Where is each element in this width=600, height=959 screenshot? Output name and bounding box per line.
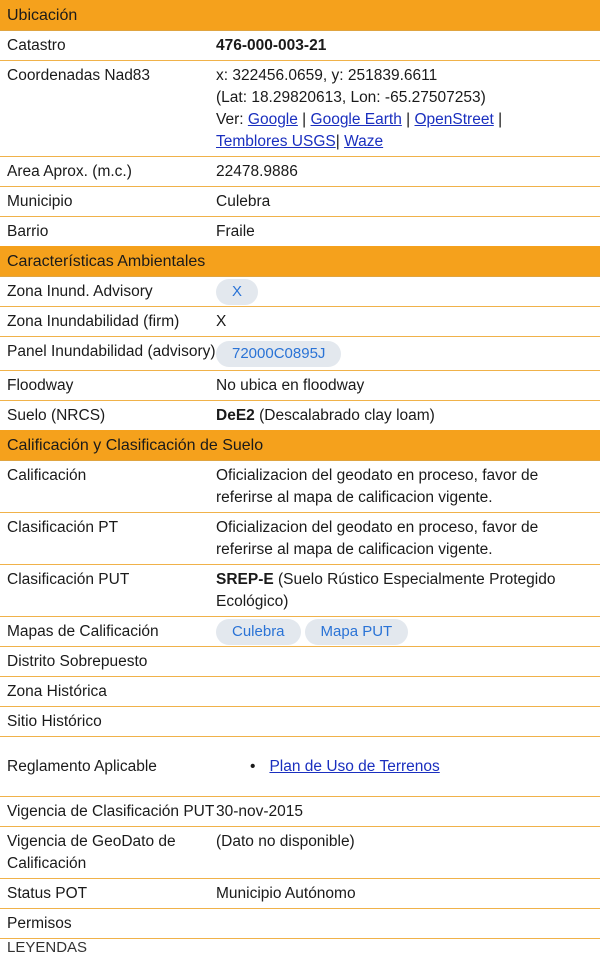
zona-advisory-label: Zona Inund. Advisory (7, 283, 153, 300)
row-vigencia-geodato (0, 827, 600, 879)
mapas-calificacion-value (216, 619, 600, 645)
catastro-label: Catastro (7, 37, 66, 54)
barrio-value: Fraile (216, 223, 255, 240)
floodway-label: Floodway (7, 377, 74, 394)
panel-inundabilidad-value (216, 341, 600, 367)
put-code: SREP-E (216, 571, 274, 588)
calificacion-label: Calificación (7, 467, 87, 484)
clasificacion-pt-value: Oficializacion del geodato en proceso, favor de referirse al mapa de calificacion vigente. (216, 519, 539, 558)
link-waze[interactable]: Waze (344, 133, 384, 150)
row-clasificacion-put (0, 565, 600, 617)
link-google-earth[interactable]: Google Earth (310, 111, 402, 128)
row-status-pot (0, 879, 600, 909)
chip-culebra[interactable]: Culebra (216, 619, 301, 645)
row-barrio (0, 217, 600, 246)
zona-firm-label: Zona Inundabilidad (firm) (7, 313, 180, 330)
row-coordenadas (0, 61, 600, 157)
vigencia-geodato-value: (Dato no disponible) (216, 833, 355, 850)
municipio-value: Culebra (216, 193, 271, 210)
reglamento-label: Reglamento Aplicable (7, 758, 157, 775)
chip-mapa-put[interactable]: Mapa PUT (305, 619, 409, 645)
row-panel-inundabilidad (0, 337, 600, 371)
suelo-desc: (Descalabrado clay loam) (254, 407, 435, 424)
put-desc: (Suelo Rústico Especialmente Protegido Ecológico) (216, 571, 556, 610)
row-mapas-calificacion (0, 617, 600, 647)
ver-label: Ver: (216, 111, 244, 128)
row-reglamento (0, 737, 600, 797)
section-header-ambientales: Características Ambientales (0, 246, 600, 277)
map-links: Ver: Google | Google Earth | OpenStreet | Temblores USGS| Waze (216, 111, 503, 150)
suelo-value (216, 405, 600, 427)
clasificacion-pt-label: Clasificación PT (7, 519, 119, 536)
zona-advisory-chip[interactable]: X (216, 279, 258, 305)
row-zona-firm (0, 307, 600, 337)
zona-advisory-value (216, 279, 600, 305)
area-value: 22478.9886 (216, 163, 298, 180)
vigencia-put-label: Vigencia de Clasificación PUT (7, 803, 215, 820)
vigencia-geodato-label: Vigencia de GeoDato de Calificación (7, 833, 176, 872)
row-vigencia-put (0, 797, 600, 827)
permisos-label: Permisos (7, 915, 72, 932)
status-pot-label: Status POT (7, 885, 88, 902)
suelo-code: DeE2 (216, 407, 255, 424)
clasificacion-put-value (216, 569, 600, 613)
row-area (0, 157, 600, 187)
row-catastro (0, 31, 600, 61)
row-floodway (0, 371, 600, 401)
municipio-label: Municipio (7, 193, 73, 210)
coords-xy: x: 322456.0659, y: 251839.6611 (216, 67, 438, 84)
link-google[interactable]: Google (247, 111, 298, 128)
zona-historica-label: Zona Histórica (7, 683, 107, 700)
coordenadas-label: Coordenadas Nad83 (7, 67, 151, 84)
coordenadas-value (216, 65, 600, 153)
section-header-ubicacion: Ubicación (0, 0, 600, 31)
link-plan-uso-terrenos[interactable]: Plan de Uso de Terrenos (269, 758, 440, 775)
distrito-sobrepuesto-label: Distrito Sobrepuesto (7, 653, 148, 670)
row-calificacion (0, 461, 600, 513)
panel-inundabilidad-label: Panel Inundabilidad (advisory) (7, 343, 216, 360)
row-clasificacion-pt (0, 513, 600, 565)
coords-latlon: (Lat: 18.29820613, Lon: -65.27507253) (216, 89, 486, 106)
sitio-historico-label: Sitio Histórico (7, 713, 102, 730)
barrio-label: Barrio (7, 223, 49, 240)
link-openstreet[interactable]: OpenStreet (414, 111, 494, 128)
row-distrito-sobrepuesto (0, 647, 600, 677)
link-temblores-usgs[interactable]: Temblores USGS (216, 133, 336, 150)
row-municipio (0, 187, 600, 217)
zona-firm-value: X (216, 313, 227, 330)
catastro-value (216, 35, 600, 57)
mapas-calificacion-label: Mapas de Calificación (7, 623, 159, 640)
clasificacion-put-label: Clasificación PUT (7, 571, 130, 588)
calificacion-value: Oficializacion del geodato en proceso, favor de referirse al mapa de calificacion vigente. (216, 467, 539, 506)
floodway-value: No ubica en floodway (216, 377, 365, 394)
area-label: Area Aprox. (m.c.) (7, 163, 132, 180)
footer-tail-text: LEYENDAS (7, 939, 88, 956)
row-suelo (0, 401, 600, 430)
panel-chip[interactable]: 72000C0895J (216, 341, 341, 367)
section-header-calificacion: Calificación y Clasificación de Suelo (0, 430, 600, 461)
status-pot-value: Municipio Autónomo (216, 885, 356, 902)
catastro-number: 476-000-003-21 (216, 37, 327, 54)
reglamento-bullet (250, 756, 440, 778)
vigencia-put-value: 30-nov-2015 (216, 803, 304, 820)
row-sitio-historico (0, 707, 600, 737)
suelo-label: Suelo (NRCS) (7, 407, 106, 424)
row-zona-advisory (0, 277, 600, 307)
row-permisos (0, 909, 600, 939)
row-zona-historica (0, 677, 600, 707)
reglamento-value (216, 756, 600, 778)
